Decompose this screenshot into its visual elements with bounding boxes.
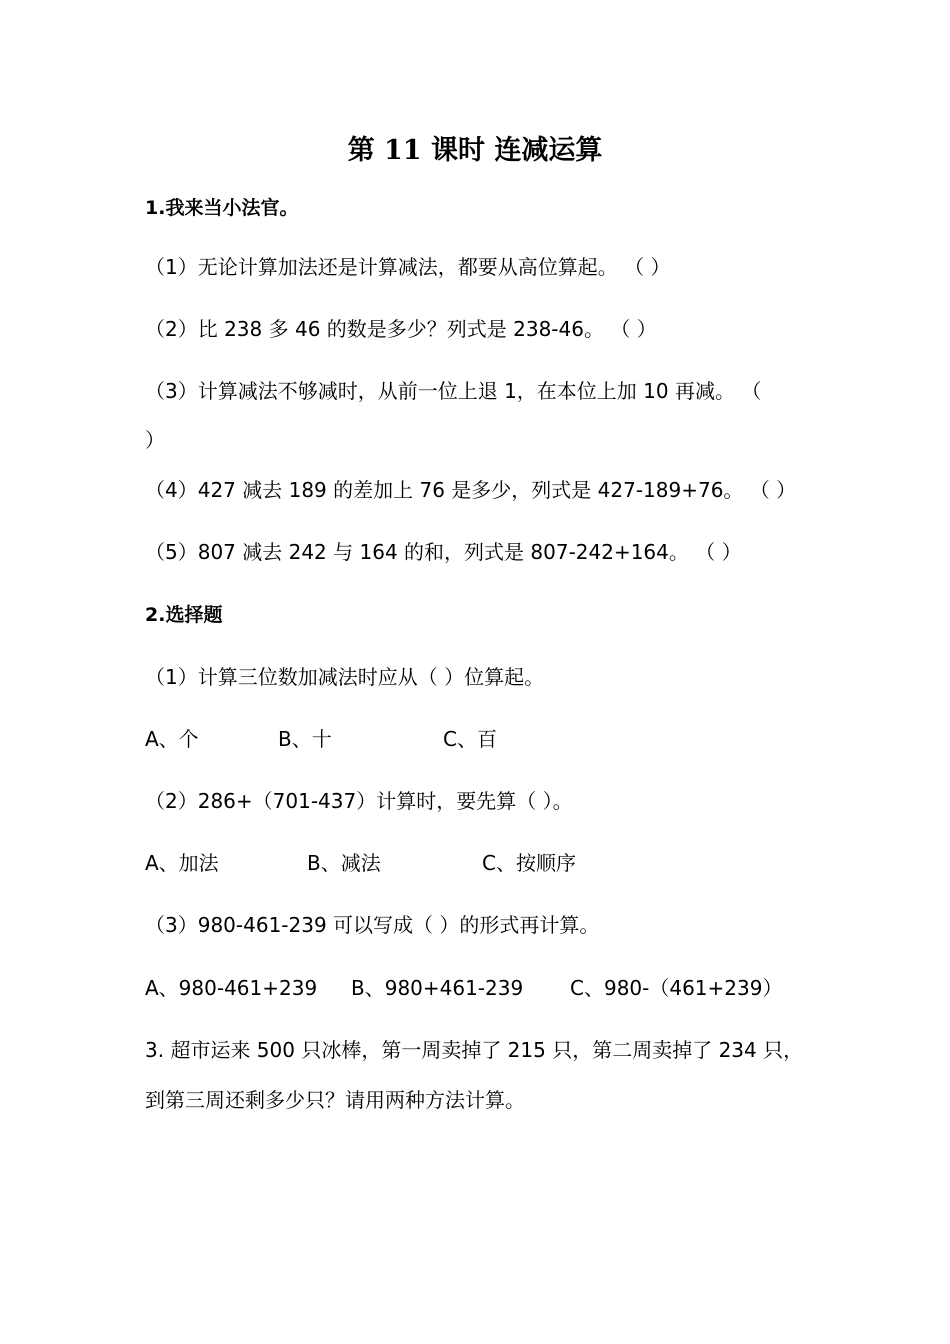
option-c: C、百 <box>443 727 497 751</box>
option-c: C、980-（461+239） <box>570 976 783 1000</box>
page-title: 第 11 课时 连减运算 <box>347 135 603 166</box>
option-b: B、980+461-239 <box>351 976 524 1000</box>
option-b: B、减法 <box>307 851 381 875</box>
option-b: B、十 <box>278 727 332 751</box>
section2-heading: 2.选择题 <box>145 604 223 626</box>
judge-item-2: （2）比 238 多 46 的数是多少？列式是 238-46。 （ ） <box>145 317 657 341</box>
judge-item-3: （3）计算减法不够减时，从前一位上退 1，在本位上加 10 再减。 （ <box>145 379 762 403</box>
word-problem-line-2: 到第三周还剩多少只？请用两种方法计算。 <box>145 1088 525 1112</box>
option-a: A、加法 <box>145 851 219 875</box>
judge-item-1: （1）无论计算加法还是计算减法，都要从高位算起。 （ ） <box>145 255 671 279</box>
judge-item-3-continuation: ） <box>145 428 165 452</box>
section1-heading: 1.我来当小法官。 <box>145 197 299 219</box>
option-a: A、980-461+239 <box>145 976 318 1000</box>
choice-question-2: （2）286+（701-437）计算时，要先算（ ）。 <box>145 789 573 813</box>
choice-question-3: （3）980-461-239 可以写成（ ）的形式再计算。 <box>145 913 600 937</box>
choice-question-1: （1）计算三位数加减法时应从（ ）位算起。 <box>145 665 545 689</box>
judge-item-5: （5）807 减去 242 与 164 的和，列式是 807-242+164。 （ ） <box>145 540 742 564</box>
option-c: C、按顺序 <box>482 851 576 875</box>
option-a: A、个 <box>145 727 199 751</box>
judge-item-4: （4）427 减去 189 的差加上 76 是多少，列式是 427-189+76。 （ ） <box>145 478 797 502</box>
word-problem-line-1: 3. 超市运来 500 只冰棒，第一周卖掉了 215 只，第二周卖掉了 234 只， <box>145 1038 804 1062</box>
